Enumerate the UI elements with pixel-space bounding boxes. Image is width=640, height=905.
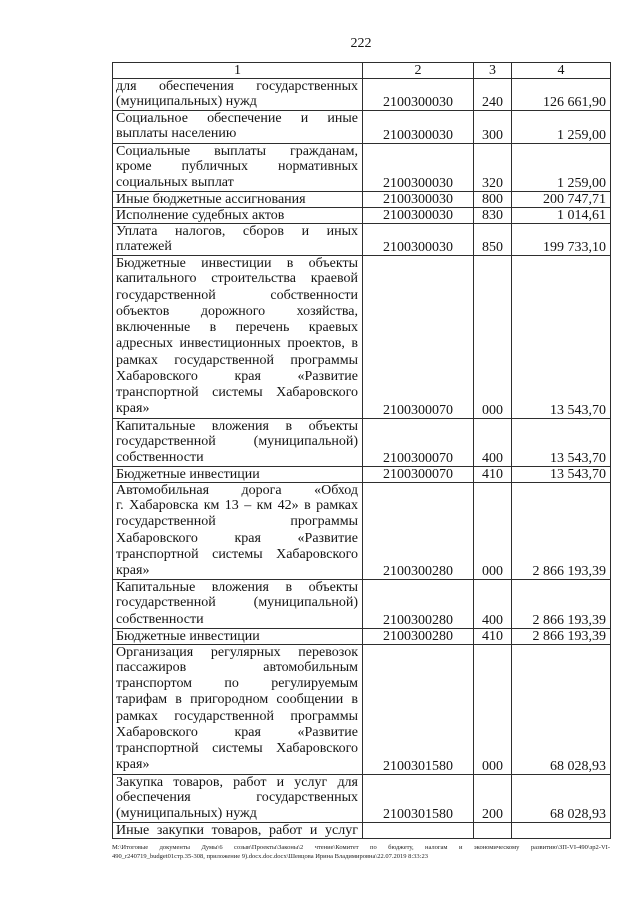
expense-description <box>113 467 363 483</box>
description-line: рамках государственной программы <box>116 352 358 368</box>
amount-value: 199 733,10 <box>512 224 611 256</box>
table-row <box>113 467 611 483</box>
expense-type-code: 320 <box>474 143 512 192</box>
expense-type-code: 400 <box>474 580 512 629</box>
target-article-code: 2100300030 <box>363 208 474 224</box>
table-row <box>113 208 611 224</box>
description-line: Бюджетные инвестиции <box>116 467 260 482</box>
description-line: г. Хабаровска км 13 – км 42» в рамках <box>116 498 358 513</box>
column-number-3: 3 <box>474 63 512 79</box>
file-path-line: M:\Итоговые документы Думы\6 созыв\Проекты\Законы\2 чтение\Комитет по бюджету, налогам и экономическому развитию\ЗП-VI-490\зр2-VI- <box>112 844 610 851</box>
description-line: выплаты населению <box>116 126 237 142</box>
target-article-code: 2100300030 <box>363 111 474 143</box>
description-line: транспортом по регулируемым <box>116 676 358 691</box>
file-path-line: 490_r240719_budget01стр.35-308, приложение 9).docx.doc.docx\Шевцова Ирина Владимировна\22.07.2019 8:33:23 <box>112 852 428 860</box>
expense-description <box>113 256 363 418</box>
expense-description <box>113 628 363 644</box>
description-line: рамках государственной программы <box>116 708 358 724</box>
amount-value: 13 543,70 <box>512 467 611 483</box>
description-line: транспортной системы Хабаровского <box>116 546 358 562</box>
description-line: Капитальные вложения в объекты <box>116 418 358 434</box>
amount-value: 68 028,93 <box>512 774 611 823</box>
description-line: Социальное обеспечение и иные <box>116 111 358 127</box>
target-article-code: 2100300030 <box>363 192 474 208</box>
table-row <box>113 143 611 192</box>
amount-value: 2 866 193,39 <box>512 628 611 644</box>
description-line: включенные в перечень краевых <box>116 320 358 335</box>
description-line: Бюджетные инвестиции в объекты <box>116 256 358 272</box>
description-line: Исполнение судебных актов <box>116 208 285 223</box>
amount-value: 13 543,70 <box>512 256 611 418</box>
expense-type-code: 800 <box>474 192 512 208</box>
description-line: Иные закупки товаров, работ и услуг <box>116 823 358 838</box>
description-line: тарифам в пригородном сообщении в <box>116 692 358 708</box>
description-line: Хабаровского края «Развитие <box>116 724 358 740</box>
target-article-code <box>363 823 474 839</box>
page-number: 222 <box>350 36 372 51</box>
expense-description <box>113 79 363 111</box>
column-number-2: 2 <box>363 63 474 79</box>
description-line: Социальные выплаты гражданам, <box>116 143 358 159</box>
description-line: платежей <box>116 239 172 254</box>
expense-description <box>113 143 363 192</box>
target-article-code: 2100300280 <box>363 483 474 580</box>
expense-type-code: 410 <box>474 467 512 483</box>
description-line: капитального строительства краевой <box>116 271 358 287</box>
expense-description <box>113 644 363 774</box>
table-row <box>113 192 611 208</box>
target-article-code: 2100300030 <box>363 224 474 256</box>
amount-value: 1 259,00 <box>512 111 611 143</box>
description-line: социальных выплат <box>116 174 234 190</box>
table-row <box>113 644 611 774</box>
expense-description <box>113 823 363 839</box>
expense-description <box>113 418 363 467</box>
expense-type-code: 300 <box>474 111 512 143</box>
table-row <box>113 774 611 823</box>
description-line: Закупка товаров, работ и услуг для <box>116 774 358 790</box>
budget-table <box>112 62 611 839</box>
description-line: адресных инвестиционных проектов, в <box>116 336 358 352</box>
column-number-4: 4 <box>512 63 611 79</box>
description-line: (муниципальных) нужд <box>116 805 257 821</box>
description-line: Автомобильная дорога «Обход <box>116 483 358 498</box>
description-line: Иные бюджетные ассигнования <box>116 192 306 207</box>
description-line: Бюджетные инвестиции <box>116 628 260 644</box>
table-row <box>113 628 611 644</box>
target-article-code: 2100300070 <box>363 256 474 418</box>
table-body <box>113 63 611 839</box>
description-line: государственной программы <box>116 514 358 530</box>
description-line: (муниципальных) нужд <box>116 94 257 109</box>
description-line: транспортной системы Хабаровского <box>116 741 358 756</box>
expense-type-code: 240 <box>474 79 512 111</box>
expense-type-code <box>474 823 512 839</box>
table-row <box>113 418 611 467</box>
expense-type-code: 830 <box>474 208 512 224</box>
table-row <box>113 79 611 111</box>
amount-value: 2 866 193,39 <box>512 580 611 629</box>
description-line: Хабаровского края «Развитие <box>116 368 358 384</box>
description-line: государственной (муниципальной) <box>116 433 358 449</box>
amount-value <box>512 823 611 839</box>
amount-value: 126 661,90 <box>512 79 611 111</box>
target-article-code: 2100300070 <box>363 418 474 467</box>
column-number-1: 1 <box>113 63 363 79</box>
file-path-footer <box>112 844 610 861</box>
amount-value: 13 543,70 <box>512 418 611 467</box>
description-line: края» <box>116 563 150 578</box>
target-article-code: 2100300280 <box>363 628 474 644</box>
expense-type-code: 410 <box>474 628 512 644</box>
description-line: пассажиров автомобильным <box>116 659 358 675</box>
table-header-row <box>113 63 611 79</box>
amount-value: 2 866 193,39 <box>512 483 611 580</box>
table-row <box>113 823 611 839</box>
amount-value: 1 259,00 <box>512 143 611 192</box>
description-line: собственности <box>116 449 204 465</box>
description-line: транспортной системы Хабаровского <box>116 385 358 400</box>
expense-type-code: 200 <box>474 774 512 823</box>
description-line: Уплата налогов, сборов и иных <box>116 224 358 239</box>
amount-value: 200 747,71 <box>512 192 611 208</box>
expense-description <box>113 111 363 143</box>
table-row <box>113 483 611 580</box>
expense-description <box>113 224 363 256</box>
description-line: обеспечения государственных <box>116 789 358 805</box>
expense-description <box>113 580 363 629</box>
amount-value: 68 028,93 <box>512 644 611 774</box>
description-line: государственной (муниципальной) <box>116 595 358 611</box>
expense-type-code: 000 <box>474 256 512 418</box>
description-line: Хабаровского края «Развитие <box>116 530 358 546</box>
table-row <box>113 256 611 418</box>
amount-value: 1 014,61 <box>512 208 611 224</box>
description-line: государственной собственности <box>116 287 358 303</box>
expense-description <box>113 774 363 823</box>
target-article-code: 2100301580 <box>363 644 474 774</box>
target-article-code: 2100300280 <box>363 580 474 629</box>
expense-description <box>113 483 363 580</box>
expense-type-code: 850 <box>474 224 512 256</box>
description-line: объектов дорожного хозяйства, <box>116 303 358 319</box>
target-article-code: 2100301580 <box>363 774 474 823</box>
table-row <box>113 111 611 143</box>
table-row <box>113 580 611 629</box>
description-line: кроме публичных нормативных <box>116 158 358 174</box>
description-line: Организация регулярных перевозок <box>116 644 358 660</box>
target-article-code: 2100300030 <box>363 143 474 192</box>
target-article-code: 2100300070 <box>363 467 474 483</box>
description-line: собственности <box>116 611 204 627</box>
expense-description <box>113 192 363 208</box>
description-line: края» <box>116 757 150 773</box>
description-line: края» <box>116 401 150 417</box>
description-line: Капитальные вложения в объекты <box>116 580 358 596</box>
description-line: для обеспечения государственных <box>116 79 358 94</box>
table-row <box>113 224 611 256</box>
expense-type-code: 000 <box>474 644 512 774</box>
expense-type-code: 000 <box>474 483 512 580</box>
expense-type-code: 400 <box>474 418 512 467</box>
expense-description <box>113 208 363 224</box>
target-article-code: 2100300030 <box>363 79 474 111</box>
